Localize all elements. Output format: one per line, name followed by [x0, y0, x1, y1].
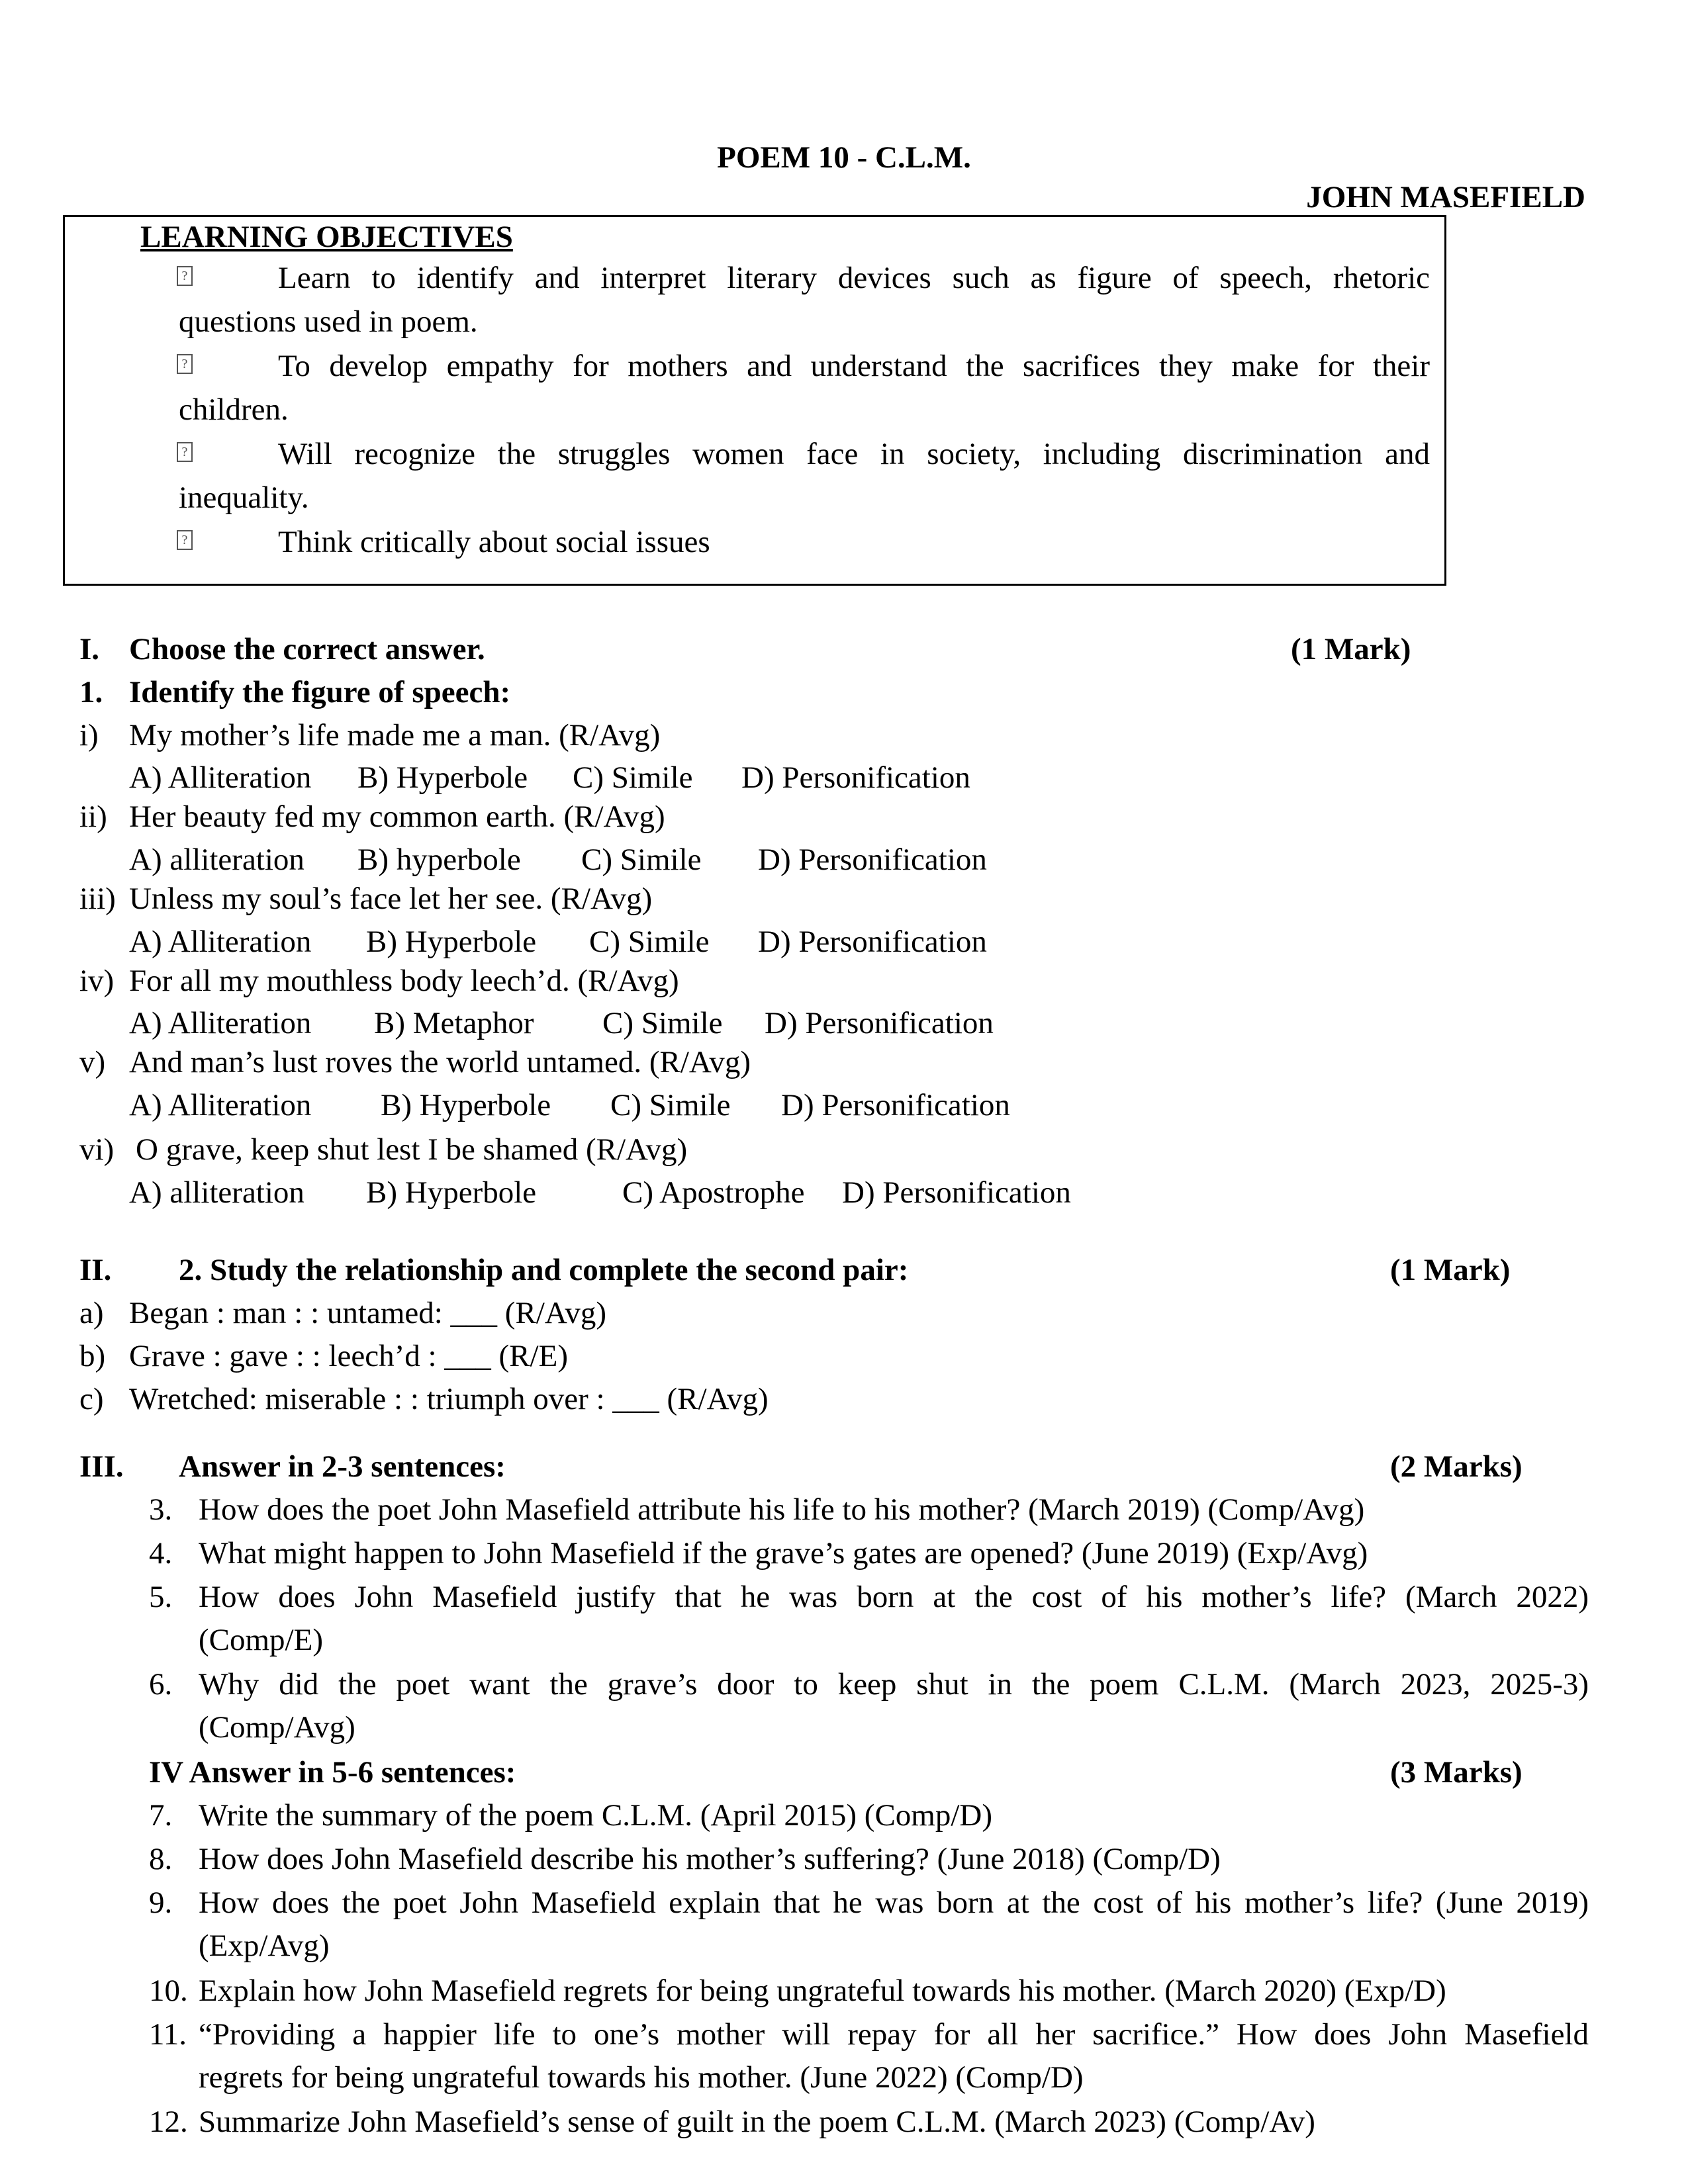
bullet-icon: ? — [177, 354, 193, 374]
mcq-option: B) Hyperbole — [366, 925, 537, 959]
pair-label: b) — [79, 1339, 106, 1373]
mcq-option: C) Apostrophe — [622, 1175, 805, 1210]
mcq-text: And man’s lust roves the world untamed. (R/Avg) — [129, 1045, 751, 1079]
question-number: 1. — [79, 675, 103, 709]
question-text: Why did the poet want the grave’s door to keep shut in the poem C.L.M. (March 2023, 2025-3) — [199, 1667, 1589, 1702]
question-text-cont: (Comp/Avg) — [199, 1710, 355, 1745]
question-text: Explain how John Masefield regrets for being ungrateful towards his mother. (March 2020) (Exp/D) — [199, 1974, 1446, 2008]
question-number: 9. — [149, 1886, 173, 1920]
question-number: 6. — [149, 1667, 173, 1702]
mcq-number: iii) — [79, 882, 116, 916]
mcq-option: C) Simile — [589, 925, 710, 959]
mcq-option: A) Alliteration — [129, 760, 312, 795]
mcq-text: Her beauty fed my common earth. (R/Avg) — [129, 799, 665, 834]
section-numeral: II. — [79, 1253, 112, 1287]
pair-label: c) — [79, 1382, 104, 1416]
mcq-text: For all my mouthless body leech’d. (R/Avg) — [129, 964, 679, 998]
mcq-number: i) — [79, 718, 99, 752]
mcq-option: B) Metaphor — [374, 1006, 534, 1040]
question-text: Write the summary of the poem C.L.M. (April 2015) (Comp/D) — [199, 1798, 993, 1833]
question-text-cont: (Exp/Avg) — [199, 1929, 330, 1963]
mcq-option: B) Hyperbole — [357, 760, 528, 795]
question-number: 7. — [149, 1798, 173, 1833]
mcq-option: D) Personification — [781, 1088, 1010, 1122]
section-heading: Answer in 2-3 sentences: — [179, 1449, 506, 1484]
mcq-text: Unless my soul’s face let her see. (R/Avg) — [129, 882, 653, 916]
question-number: 11. — [149, 2017, 187, 2052]
question-text: How does John Masefield describe his mother’s suffering? (June 2018) (Comp/D) — [199, 1842, 1221, 1876]
question-text: How does the poet John Masefield explain that he was born at the cost of his mother’s life? (June 2019) — [199, 1886, 1589, 1920]
mcq-option: C) Simile — [610, 1088, 731, 1122]
mcq-number: v) — [79, 1045, 106, 1079]
objective-line: Think critically about social issues — [278, 525, 710, 559]
mcq-option: D) Personification — [758, 842, 987, 877]
question-number: 3. — [149, 1492, 173, 1527]
question-title: Identify the figure of speech: — [129, 675, 511, 709]
objective-line: To develop empathy for mothers and understand the sacrifices they make for their — [278, 349, 1430, 383]
question-text: “Providing a happier life to one’s mother will repay for all her sacrifice.” How does John Masefield — [199, 2017, 1589, 2052]
mcq-option: B) Hyperbole — [381, 1088, 551, 1122]
question-text: Summarize John Masefield’s sense of guilt in the poem C.L.M. (March 2023) (Comp/Av) — [199, 2105, 1315, 2139]
mcq-option: D) Personification — [842, 1175, 1071, 1210]
mcq-option: D) Personification — [765, 1006, 994, 1040]
objective-line: Will recognize the struggles women face in society, including discrimination and — [278, 437, 1430, 471]
mcq-option: A) Alliteration — [129, 1088, 312, 1122]
mcq-option: C) Simile — [602, 1006, 723, 1040]
section-heading: 2. Study the relationship and complete the second pair: — [179, 1253, 909, 1287]
bullet-icon: ? — [177, 530, 193, 550]
objective-line: inequality. — [179, 480, 309, 515]
objective-line: questions used in poem. — [179, 304, 478, 339]
bullet-icon: ? — [177, 266, 193, 286]
question-text: How does John Masefield justify that he was born at the cost of his mother’s life? (March 2022) — [199, 1580, 1589, 1614]
section-marks: (1 Mark) — [1390, 1253, 1511, 1287]
section-numeral: III. — [79, 1449, 124, 1484]
question-text: What might happen to John Masefield if the grave’s gates are opened? (June 2019) (Exp/Avg) — [199, 1536, 1368, 1570]
mcq-option: D) Personification — [741, 760, 970, 795]
section-heading: IV Answer in 5-6 sentences: — [149, 1755, 516, 1790]
mcq-option: B) Hyperbole — [366, 1175, 537, 1210]
section-marks: (3 Marks) — [1390, 1755, 1523, 1790]
mcq-option: A) alliteration — [129, 842, 305, 877]
pair-text: Grave : gave : : leech’d : ___ (R/E) — [129, 1339, 568, 1373]
mcq-option: A) alliteration — [129, 1175, 305, 1210]
question-text-cont: regrets for being ungrateful towards his mother. (June 2022) (Comp/D) — [199, 2060, 1084, 2095]
mcq-option: C) Simile — [581, 842, 702, 877]
question-number: 8. — [149, 1842, 173, 1876]
question-number: 12. — [149, 2105, 188, 2139]
mcq-option: C) Simile — [573, 760, 693, 795]
objective-line: children. — [179, 392, 289, 427]
mcq-option: A) Alliteration — [129, 1006, 312, 1040]
mcq-option: B) hyperbole — [357, 842, 521, 877]
question-number: 5. — [149, 1580, 173, 1614]
pair-text: Began : man : : untamed: ___ (R/Avg) — [129, 1296, 606, 1330]
pair-text: Wretched: miserable : : triumph over : ___ (R/Avg) — [129, 1382, 769, 1416]
mcq-text: My mother’s life made me a man. (R/Avg) — [129, 718, 661, 752]
section-marks: (1 Mark) — [1291, 632, 1411, 666]
objective-line: Learn to identify and interpret literary devices such as figure of speech, rhetoric — [278, 261, 1430, 295]
mcq-option: D) Personification — [758, 925, 987, 959]
mcq-text: O grave, keep shut lest I be shamed (R/Avg) — [136, 1132, 688, 1167]
objectives-heading: LEARNING OBJECTIVES — [140, 220, 513, 254]
question-text: How does the poet John Masefield attribute his life to his mother? (March 2019) (Comp/Avg) — [199, 1492, 1365, 1527]
mcq-option: A) Alliteration — [129, 925, 312, 959]
mcq-number: vi) — [79, 1132, 115, 1167]
section-numeral: I. — [79, 632, 100, 666]
section-marks: (2 Marks) — [1390, 1449, 1523, 1484]
author-name: JOHN MASEFIELD — [1306, 180, 1585, 214]
mcq-number: iv) — [79, 964, 115, 998]
pair-label: a) — [79, 1296, 104, 1330]
question-number: 10. — [149, 1974, 188, 2008]
page-title: POEM 10 - C.L.M. — [717, 140, 971, 175]
mcq-number: ii) — [79, 799, 107, 834]
question-number: 4. — [149, 1536, 173, 1570]
bullet-icon: ? — [177, 442, 193, 462]
question-text-cont: (Comp/E) — [199, 1623, 323, 1657]
section-heading: Choose the correct answer. — [129, 632, 485, 666]
